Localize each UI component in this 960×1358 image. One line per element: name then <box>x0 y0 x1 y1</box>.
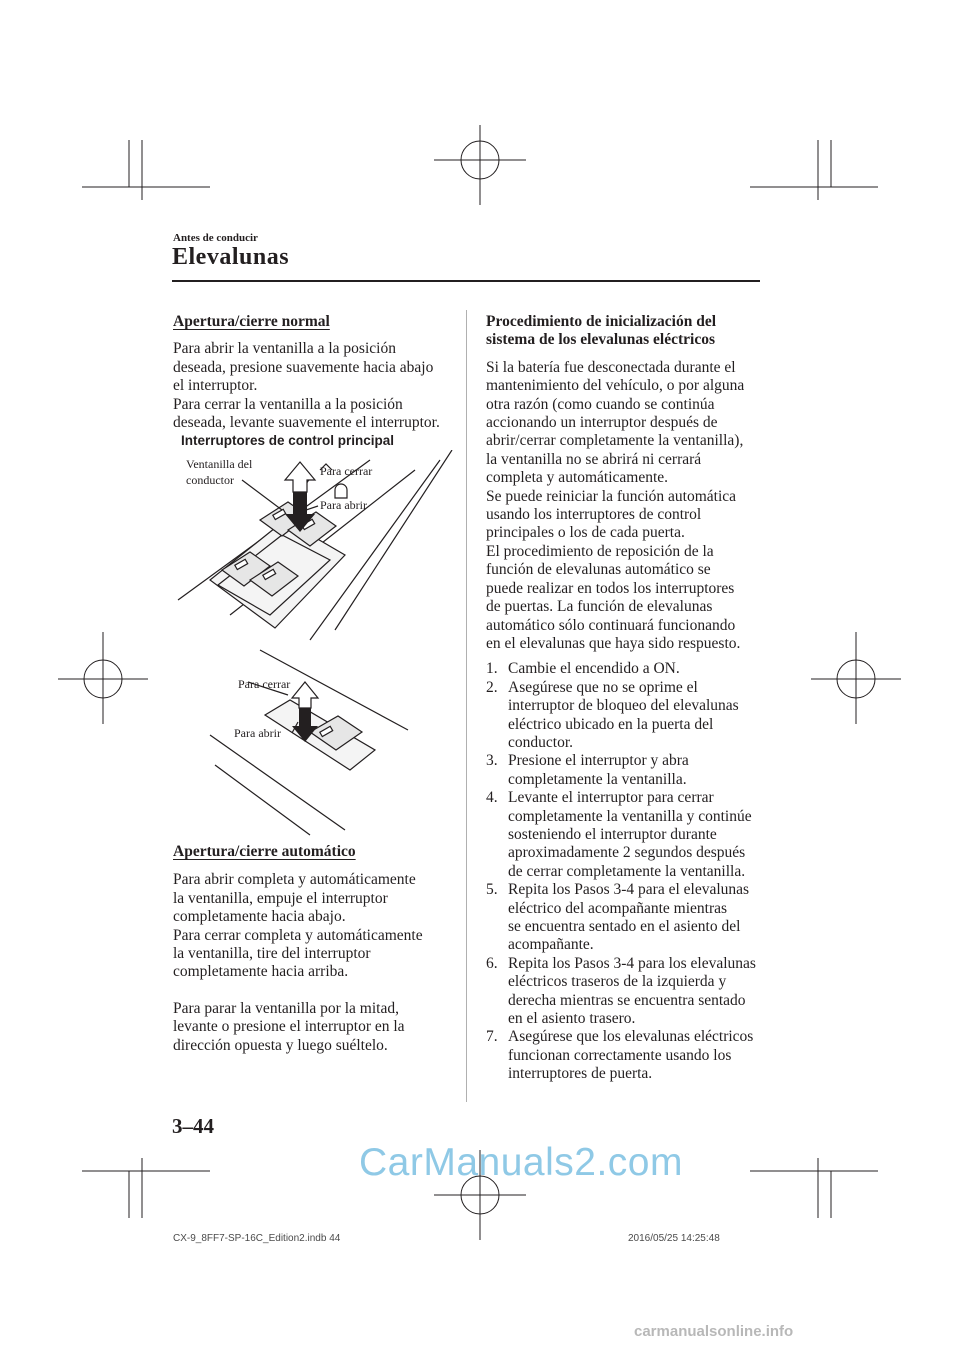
auto-text-line: completamente hacia abajo. <box>173 908 346 926</box>
step-line: de cerrar completamente la ventanilla. <box>508 862 746 880</box>
stop-text-line: dirección opuesta y luego suéltelo. <box>173 1036 388 1054</box>
step-number: 1. <box>486 660 498 678</box>
step-item <box>486 789 766 881</box>
init-heading-line: Procedimiento de inicialización del <box>486 313 717 330</box>
step-line: eléctrico ubicado en la puerta del <box>508 715 714 733</box>
figure-caption: Interruptores de control principal <box>181 433 395 448</box>
intro-line: función de elevalunas automático se <box>486 561 711 579</box>
step-line: interruptor de bloqueo del elevalunas <box>508 697 739 715</box>
intro-line: abrir/cerrar completamente la ventanilla), <box>486 432 744 450</box>
normal-text-line: Para cerrar la ventanilla a la posición <box>173 395 403 413</box>
step-number: 6. <box>486 954 498 972</box>
step-line: completamente la ventanilla. <box>508 770 687 788</box>
stop-text-line: levante o presione el interruptor en la <box>173 1018 405 1036</box>
normal-text-line: deseada, presione suavemente hacia abajo <box>173 358 434 376</box>
watermark[interactable]: CarManuals2.com <box>359 1141 683 1184</box>
intro-line: de puertas. La función de elevalunas <box>486 598 713 616</box>
intro-line: accionando un interruptor después de <box>486 414 718 432</box>
label-driver-window-1: Ventanilla del <box>186 457 253 471</box>
intro-line: completa y automáticamente. <box>486 469 669 487</box>
intro-line: la ventanilla no se abrirá ni cerrará <box>486 450 702 468</box>
intro-line: otra razón (como cuando se continúa <box>486 395 715 413</box>
step-line: funcionan correctamente usando los <box>508 1046 732 1064</box>
step-line: se encuentra sentado en el asiento del <box>508 918 741 935</box>
auto-text-line: Para abrir completa y automáticamente <box>173 871 416 889</box>
step-line: interruptores de puerta. <box>508 1065 653 1083</box>
intro-line: mantenimiento del vehículo, o por alguna <box>486 377 745 395</box>
intro-line: en el elevalunas que haya sido respuesto. <box>486 634 741 652</box>
label-close-bottom: Para cerrar <box>238 677 291 691</box>
step-line: Presione el interruptor y abra <box>508 752 689 770</box>
step-line: eléctricos traseros de la izquierda y <box>508 973 727 991</box>
print-timestamp: 2016/05/25 14:25:48 <box>628 1233 720 1244</box>
intro-line: Se puede reiniciar la función automática <box>486 487 737 505</box>
steps-list <box>486 660 766 1083</box>
label-driver-window-2: conductor <box>186 473 234 487</box>
step-item <box>486 752 766 789</box>
left-column-top <box>173 313 458 432</box>
intro-line: automático sólo continuará funcionando <box>486 616 736 634</box>
step-number: 3. <box>486 752 498 770</box>
step-line: derecha mientras se encuentra sentado <box>508 991 746 1009</box>
init-heading-line: sistema de los elevalunas eléctricos <box>486 331 716 349</box>
auto-heading: Apertura/cierre automático <box>173 843 356 860</box>
normal-text-line: deseada, levante suavemente el interruptor. <box>173 414 440 432</box>
stop-text-line: Para parar la ventanilla por la mitad, <box>173 999 399 1017</box>
left-column-bottom <box>173 843 458 1055</box>
step-number: 2. <box>486 678 498 696</box>
title-rule <box>172 280 760 282</box>
step-item <box>486 955 766 1029</box>
step-line: conductor. <box>508 733 573 751</box>
normal-heading: Apertura/cierre normal <box>173 313 330 330</box>
step-line: Asegúrese que no se oprime el <box>508 678 698 696</box>
step-item <box>486 679 766 753</box>
intro-line: principales o los de cada puerta. <box>486 524 685 542</box>
step-line: Repita los Pasos 3-4 para los elevalunas <box>508 954 756 972</box>
step-line: eléctrico del acompañante mientras <box>508 899 728 917</box>
intro-line: El procedimiento de reposición de la <box>486 542 714 560</box>
step-number: 4. <box>486 789 498 807</box>
auto-text-line: completamente hacia arriba. <box>173 963 349 981</box>
file-info: CX-9_8FF7-SP-16C_Edition2.indb 44 <box>173 1233 341 1244</box>
step-item <box>486 881 766 955</box>
step-line: completamente la ventanilla y continúe <box>508 807 752 825</box>
step-number: 7. <box>486 1028 498 1046</box>
bottom-watermark[interactable]: carmanualsonline.info <box>634 1323 794 1340</box>
page-title: Elevalunas <box>172 244 290 270</box>
label-open-top: Para abrir <box>320 498 367 512</box>
step-line: Levante el interruptor para cerrar <box>508 789 714 807</box>
page-number: 3–44 <box>172 1114 214 1138</box>
normal-text-line: Para abrir la ventanilla a la posición <box>173 340 396 358</box>
intro-line: usando los interruptores de control <box>486 506 702 524</box>
intro-paragraph <box>486 359 766 654</box>
step-line: Asegúrese que los elevalunas eléctricos <box>508 1028 754 1046</box>
intro-line: Si la batería fue desconectada durante el <box>486 358 736 376</box>
step-line: Cambie el encendido a ON. <box>508 660 680 678</box>
normal-text-line: el interruptor. <box>173 377 258 395</box>
step-item <box>486 660 766 678</box>
section-label: Antes de conducir <box>173 232 258 244</box>
right-column <box>486 313 766 1084</box>
step-number: 5. <box>486 881 498 899</box>
step-line: sosteniendo el interruptor durante <box>508 825 717 843</box>
intro-line: puede realizar en todos los interruptores <box>486 579 735 597</box>
step-item <box>486 1028 766 1083</box>
auto-text-line: Para cerrar completa y automáticamente <box>173 926 423 944</box>
auto-text-line: la ventanilla, tire del interruptor <box>173 945 371 963</box>
step-line: aproximadamente 2 segundos después <box>508 844 746 862</box>
step-line: en el asiento trasero. <box>508 1010 636 1028</box>
auto-text-line: la ventanilla, empuje el interruptor <box>173 889 388 907</box>
label-close-top: Para cerrar <box>320 464 373 478</box>
step-line: Repita los Pasos 3-4 para el elevalunas <box>508 881 750 899</box>
step-line: acompañante. <box>508 936 594 954</box>
label-open-bottom: Para abrir <box>234 726 281 740</box>
